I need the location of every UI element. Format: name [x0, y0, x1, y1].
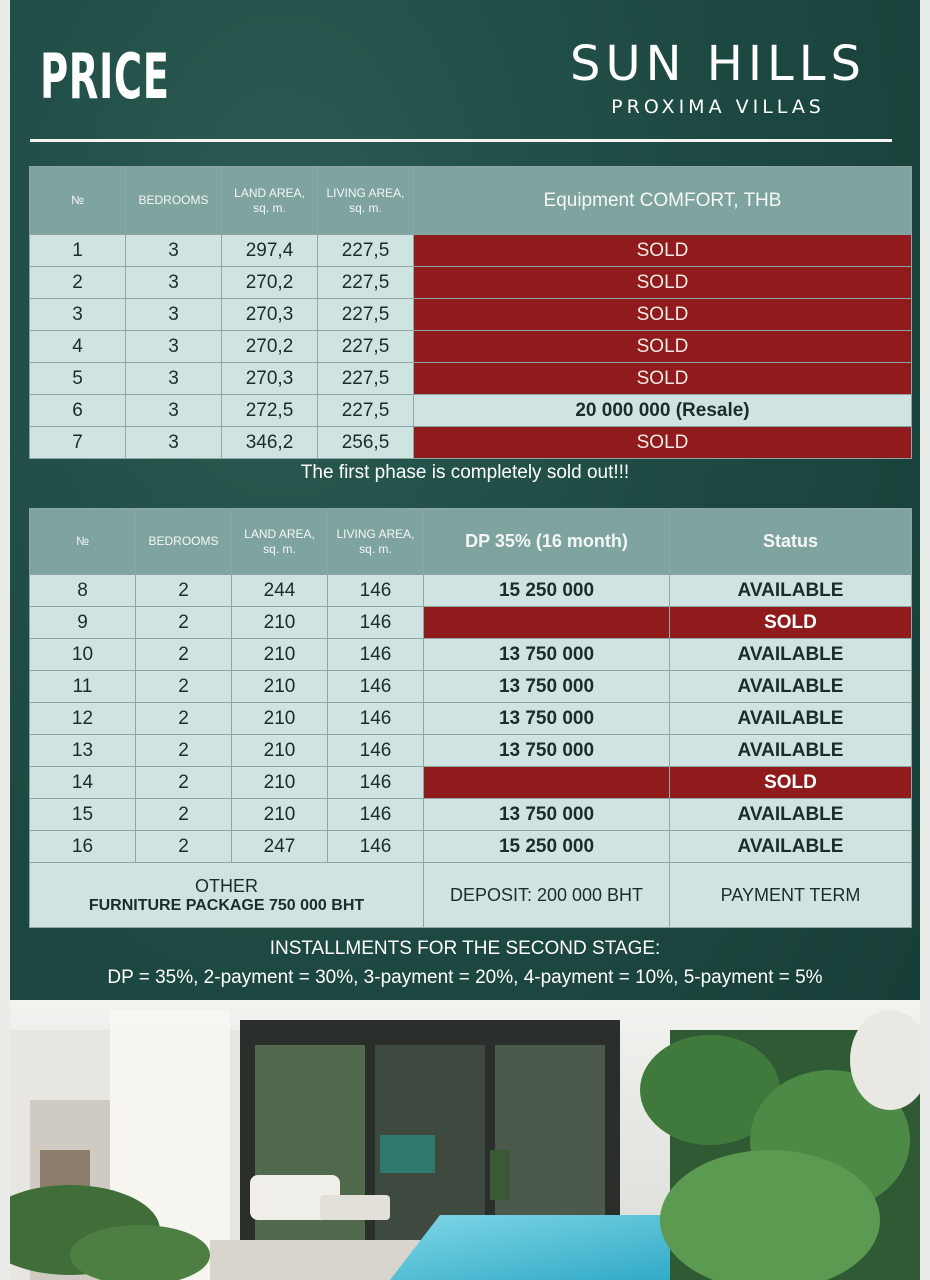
living-area-cell: 146 — [328, 639, 424, 671]
equipment-price-cell: SOLD — [414, 363, 912, 395]
header-living-area — [328, 509, 424, 575]
bedrooms-cell: 3 — [126, 235, 222, 267]
status-cell: AVAILABLE — [670, 703, 912, 735]
bedrooms-cell: 2 — [136, 639, 232, 671]
dp-price-cell: 13 750 000 — [424, 671, 670, 703]
dp-price-cell: 13 750 000 — [424, 703, 670, 735]
living-area-cell: 227,5 — [318, 331, 414, 363]
land-area-cell: 346,2 — [222, 427, 318, 459]
table-row — [30, 395, 912, 427]
land-area-cell: 270,2 — [222, 267, 318, 299]
status-cell: SOLD — [670, 767, 912, 799]
status-cell: AVAILABLE — [670, 799, 912, 831]
land-area-cell: 270,3 — [222, 299, 318, 331]
header-living-area-line1: LIVING AREA, — [326, 185, 405, 200]
payment-term-cell: PAYMENT TERM — [670, 863, 912, 928]
phase1-sold-out-note: The first phase is completely sold out!!! — [300, 462, 630, 483]
phase2-price-table — [29, 508, 912, 928]
land-area-cell: 244 — [232, 575, 328, 607]
header-no: № — [30, 509, 136, 575]
header-bedrooms: BEDROOMS — [126, 167, 222, 235]
unit-number-cell: 15 — [30, 799, 136, 831]
land-area-cell: 210 — [232, 671, 328, 703]
table-row — [30, 831, 912, 863]
unit-number-cell: 12 — [30, 703, 136, 735]
brand-logo — [570, 38, 866, 118]
header-bedrooms: BEDROOMS — [136, 509, 232, 575]
land-area-cell: 210 — [232, 607, 328, 639]
brand-name: SUN HILLS — [570, 36, 866, 92]
bedrooms-cell: 2 — [136, 703, 232, 735]
unit-number-cell: 5 — [30, 363, 126, 395]
unit-number-cell: 11 — [30, 671, 136, 703]
unit-number-cell: 14 — [30, 767, 136, 799]
header-land-area — [232, 509, 328, 575]
table-row — [30, 235, 912, 267]
equipment-price-cell: 20 000 000 (Resale) — [414, 395, 912, 427]
unit-number-cell: 9 — [30, 607, 136, 639]
living-area-cell: 146 — [328, 575, 424, 607]
dp-price-cell — [424, 607, 670, 639]
land-area-cell: 210 — [232, 767, 328, 799]
living-area-cell: 227,5 — [318, 267, 414, 299]
bedrooms-cell: 3 — [126, 363, 222, 395]
table-row — [30, 639, 912, 671]
living-area-cell: 146 — [328, 767, 424, 799]
unit-number-cell: 8 — [30, 575, 136, 607]
land-area-cell: 210 — [232, 639, 328, 671]
dp-price-cell: 13 750 000 — [424, 735, 670, 767]
living-area-cell: 146 — [328, 671, 424, 703]
unit-number-cell: 7 — [30, 427, 126, 459]
bedrooms-cell: 2 — [136, 767, 232, 799]
header-status: Status — [670, 509, 912, 575]
header-living-area-line2: sq. m. — [349, 200, 382, 215]
unit-number-cell: 16 — [30, 831, 136, 863]
bedrooms-cell: 2 — [136, 799, 232, 831]
land-area-cell: 270,2 — [222, 331, 318, 363]
bedrooms-cell: 3 — [126, 267, 222, 299]
installments-block — [10, 934, 920, 992]
table-row — [30, 671, 912, 703]
table-row — [30, 767, 912, 799]
dp-price-cell: 13 750 000 — [424, 639, 670, 671]
table-row — [30, 703, 912, 735]
living-area-cell: 146 — [328, 703, 424, 735]
unit-number-cell: 3 — [30, 299, 126, 331]
equipment-price-cell: SOLD — [414, 427, 912, 459]
living-area-cell: 227,5 — [318, 299, 414, 331]
unit-number-cell: 6 — [30, 395, 126, 427]
installments-title: INSTALLMENTS FOR THE SECOND STAGE: — [269, 938, 661, 959]
status-cell: AVAILABLE — [670, 671, 912, 703]
land-area-cell: 247 — [232, 831, 328, 863]
price-title: PRICE — [40, 40, 170, 113]
equipment-price-cell: SOLD — [414, 299, 912, 331]
table-row — [30, 267, 912, 299]
table-row — [30, 799, 912, 831]
other-cell — [30, 863, 424, 928]
table-row — [30, 607, 912, 639]
living-area-cell: 227,5 — [318, 235, 414, 267]
dp-price-cell: 15 250 000 — [424, 575, 670, 607]
header-dp: DP 35% (16 month) — [424, 509, 670, 575]
table-row — [30, 363, 912, 395]
other-row — [30, 863, 912, 928]
living-area-cell: 146 — [328, 735, 424, 767]
header-land-area-line2: sq. m. — [263, 541, 296, 556]
living-area-cell: 146 — [328, 831, 424, 863]
living-area-cell: 256,5 — [318, 427, 414, 459]
deposit-cell: DEPOSIT: 200 000 BHT — [424, 863, 670, 928]
header-living-area-line2: sq. m. — [359, 541, 392, 556]
bedrooms-cell: 2 — [136, 831, 232, 863]
bedrooms-cell: 2 — [136, 607, 232, 639]
table-row — [30, 735, 912, 767]
bedrooms-cell: 3 — [126, 331, 222, 363]
status-cell: AVAILABLE — [670, 575, 912, 607]
unit-number-cell: 10 — [30, 639, 136, 671]
header-land-area — [222, 167, 318, 235]
equipment-price-cell: SOLD — [414, 331, 912, 363]
table-row — [30, 575, 912, 607]
header-divider — [30, 139, 892, 142]
status-cell: AVAILABLE — [670, 639, 912, 671]
header-land-area-line1: LAND AREA, — [244, 526, 315, 541]
equipment-price-cell: SOLD — [414, 235, 912, 267]
dp-price-cell: 15 250 000 — [424, 831, 670, 863]
bedrooms-cell: 2 — [136, 735, 232, 767]
status-cell: AVAILABLE — [670, 831, 912, 863]
land-area-cell: 297,4 — [222, 235, 318, 267]
villa-photo — [10, 1000, 920, 1280]
dp-price-cell: 13 750 000 — [424, 799, 670, 831]
table-header-row — [30, 509, 912, 575]
header-land-area-line2: sq. m. — [253, 200, 286, 215]
bedrooms-cell: 3 — [126, 395, 222, 427]
villa-illustration — [10, 1000, 920, 1280]
price-poster — [10, 0, 920, 1280]
header-living-area-line1: LIVING AREA, — [336, 526, 415, 541]
header-no: № — [30, 167, 126, 235]
land-area-cell: 272,5 — [222, 395, 318, 427]
living-area-cell: 146 — [328, 607, 424, 639]
bedrooms-cell: 2 — [136, 671, 232, 703]
header-living-area — [318, 167, 414, 235]
bedrooms-cell: 3 — [126, 427, 222, 459]
living-area-cell: 227,5 — [318, 395, 414, 427]
installments-detail: DP = 35%, 2-payment = 30%, 3-payment = 20%, 4-payment = 10%, 5-payment = 5% — [107, 967, 823, 988]
phase1-price-table — [29, 166, 912, 459]
bedrooms-cell: 2 — [136, 575, 232, 607]
status-cell: SOLD — [670, 607, 912, 639]
unit-number-cell: 1 — [30, 235, 126, 267]
table-row — [30, 427, 912, 459]
unit-number-cell: 13 — [30, 735, 136, 767]
unit-number-cell: 2 — [30, 267, 126, 299]
living-area-cell: 227,5 — [318, 363, 414, 395]
table-row — [30, 331, 912, 363]
unit-number-cell: 4 — [30, 331, 126, 363]
land-area-cell: 210 — [232, 735, 328, 767]
table-header-row — [30, 167, 912, 235]
living-area-cell: 146 — [328, 799, 424, 831]
dp-price-cell — [424, 767, 670, 799]
furniture-package: FURNITURE PACKAGE 750 000 BHT — [88, 896, 365, 914]
status-cell: AVAILABLE — [670, 735, 912, 767]
land-area-cell: 210 — [232, 799, 328, 831]
land-area-cell: 210 — [232, 703, 328, 735]
equipment-price-cell: SOLD — [414, 267, 912, 299]
header-equipment: Equipment COMFORT, THB — [414, 167, 912, 235]
brand-subtitle: PROXIMA VILLAS — [611, 96, 825, 118]
bedrooms-cell: 3 — [126, 299, 222, 331]
land-area-cell: 270,3 — [222, 363, 318, 395]
table-row — [30, 299, 912, 331]
other-label: OTHER — [195, 875, 258, 896]
header-land-area-line1: LAND AREA, — [234, 185, 305, 200]
